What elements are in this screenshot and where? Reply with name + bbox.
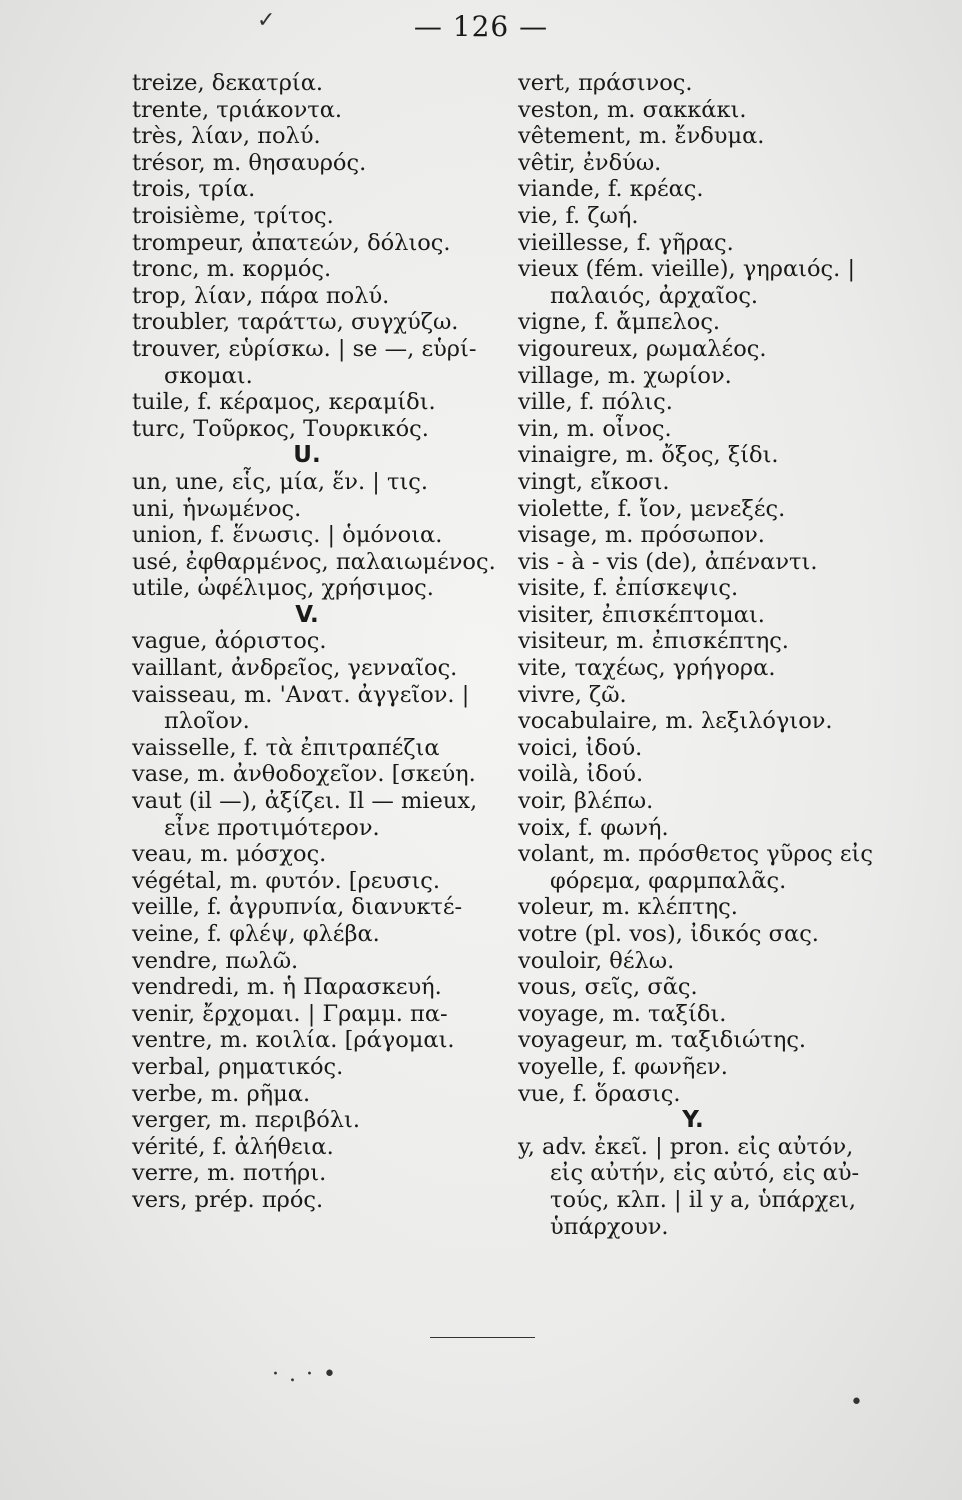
section-letter-heading: Y. (682, 1107, 704, 1134)
dictionary-entry: usé, ἐφθαρμένος, παλαιωμένος. (132, 548, 496, 575)
dictionary-entry: vers, prép. πρός. (132, 1186, 324, 1213)
dictionary-entry: vaisselle, f. τὰ ἐπιτραπέζια (132, 734, 440, 761)
dictionary-entry: vaisseau, m. 'Ανατ. ἀγγεῖον. | (132, 681, 470, 708)
dictionary-entry: voleur, m. κλέπτης. (518, 894, 738, 921)
dictionary-entry: village, m. χωρίον. (518, 362, 732, 389)
dictionary-entry: vieux (fém. vieille), γηραιός. | (518, 256, 856, 283)
dictionary-entry: voyage, m. ταξίδι. (518, 1000, 727, 1027)
dictionary-entry: viande, f. κρέας. (518, 176, 704, 203)
dictionary-entry: verbe, m. ρῆμα. (132, 1080, 311, 1107)
section-letter-heading: V. (295, 601, 319, 628)
dictionary-entry: vérité, f. ἀλήθεια. (132, 1133, 334, 1160)
print-specks: ·.·• (272, 1362, 346, 1387)
end-rule (430, 1337, 535, 1338)
dictionary-entry: union, f. ἕνωσις. | ὁμόνοια. (132, 522, 443, 549)
dictionary-entry: vaillant, ἀνδρεῖος, γενναῖος. (132, 655, 458, 682)
dictionary-entry: vêtement, m. ἔνδυμα. (518, 123, 765, 150)
dictionary-entry: treize, δεκατρία. (132, 70, 324, 96)
dictionary-entry: veau, m. μόσχος. (132, 841, 327, 868)
dictionary-entry: vouloir, θέλω. (518, 947, 675, 974)
dictionary-entry: vêtir, ἐνδύω. (518, 149, 662, 176)
dictionary-entry: vert, πράσινος. (518, 70, 693, 96)
dictionary-entry: troubler, ταράττω, συγχύζω. (132, 309, 459, 336)
dictionary-entry: veille, f. ἀγρυπνία, διανυκτέ- (132, 894, 463, 921)
dictionary-entry: verre, m. ποτήρι. (132, 1160, 327, 1187)
dictionary-entry: vis - à - vis (de), ἀπέναντι. (518, 548, 818, 575)
dictionary-entry: ventre, m. κοιλία. [ράγομαι. (132, 1027, 455, 1054)
dictionary-entry: tuile, f. κέραμος, κεραμίδι. (132, 389, 436, 416)
dictionary-entry: trouver, εὑρίσκω. | se —, εὑρί- (132, 335, 477, 362)
dictionary-entry: très, λίαν, πολύ. (132, 123, 321, 150)
dictionary-entry: violette, f. ἴον, μενεξές. (518, 495, 786, 522)
dictionary-entry: tronc, m. κορμός. (132, 256, 332, 283)
dictionary-entry: voici, ἰδού. (518, 734, 643, 761)
dictionary-entry-continuation: πλοῖον. (164, 708, 250, 735)
dictionary-entry: trente, τριάκοντα. (132, 96, 343, 123)
margin-mark: ✓ (257, 8, 276, 33)
dictionary-entry: trompeur, ἀπατεών, δόλιος. (132, 229, 451, 256)
dictionary-entry: voix, f. φωνή. (518, 814, 669, 841)
dictionary-entry: vigoureux, ρωμαλέος. (518, 335, 767, 362)
dictionary-entry: voyageur, m. ταξιδιώτης. (518, 1027, 807, 1054)
dictionary-entry: trois, τρία. (132, 176, 256, 203)
dictionary-entry: visiteur, m. ἐπισκέπτης. (518, 628, 789, 655)
dictionary-entry: y, adv. ἐκεῖ. | pron. εἰς αὐτόν, (518, 1133, 854, 1160)
dictionary-entry-continuation: φόρεμα, φαρμπαλᾶς. (550, 867, 787, 894)
dictionary-entry: vendre, πωλῶ. (132, 947, 299, 974)
dictionary-entry: votre (pl. vos), ἰδικός σας. (518, 921, 819, 947)
dictionary-entry: vase, m. ἀνθοδοχεῖον. [σκεύη. (132, 761, 476, 788)
section-letter-heading: U. (293, 442, 321, 469)
dictionary-entry: visite, f. ἐπίσκεψις. (518, 575, 739, 602)
dictionary-entry: utile, ὠφέλιμος, χρήσιμος. (132, 575, 434, 602)
dictionary-entry: visage, m. πρόσωπον. (518, 522, 765, 549)
dictionary-entry: vie, f. ζωή. (518, 202, 639, 229)
dictionary-entry: verbal, ρηματικός. (132, 1053, 344, 1080)
dictionary-entry: voilà, ἰδού. (518, 761, 644, 788)
right-column (518, 70, 898, 1240)
dictionary-entry: venir, ἔρχομαι. | Γραμμ. πα- (132, 1000, 448, 1027)
dictionary-entry: vous, σεῖς, σᾶς. (518, 974, 698, 1001)
dictionary-entry: turc, Τοῦρκος, Τουρκικός. (132, 415, 429, 442)
dictionary-entry: uni, ἡνωμένος. (132, 495, 302, 522)
dictionary-entry: vieillesse, f. γῆρας. (518, 229, 734, 256)
dictionary-entry: veston, m. σακκάκι. (518, 96, 747, 123)
dictionary-entry: troisième, τρίτος. (132, 202, 334, 229)
print-speck: • (850, 1390, 863, 1415)
dictionary-entry: verger, m. περιβόλι. (132, 1107, 361, 1134)
dictionary-entry: visiter, ἐπισκέπτομαι. (518, 601, 765, 628)
dictionary-entry-continuation: εἶνε προτιμότερον. (164, 814, 380, 841)
dictionary-entry-continuation: παλαιός, ἀρχαῖος. (550, 282, 759, 309)
dictionary-entry: un, une, εἷς, μία, ἕν. | τις. (132, 468, 429, 495)
dictionary-entry: voir, βλέπω. (518, 788, 654, 815)
dictionary-entry: vigne, f. ἄμπελος. (518, 309, 721, 336)
dictionary-entry: vingt, εἴκοσι. (518, 468, 670, 495)
dictionary-entry: trésor, m. θησαυρός. (132, 149, 367, 176)
dictionary-entry-continuation: εἰς αὐτήν, εἰς αὐτό, εἰς αὐ- (550, 1160, 860, 1187)
left-column (132, 70, 512, 1214)
dictionary-entry: vite, ταχέως, γρήγορα. (518, 655, 776, 682)
dictionary-entry: vocabulaire, m. λεξιλόγιον. (518, 708, 833, 735)
dictionary-entry: vaut (il —), ἀξίζει. Il — mieux, (132, 788, 478, 815)
dictionary-entry: vin, m. οἶνος. (518, 415, 672, 442)
dictionary-entry: vendredi, m. ἡ Παρασκευή. (132, 974, 442, 1001)
dictionary-entry: ville, f. πόλις. (518, 389, 673, 416)
dictionary-entry: vivre, ζῶ. (518, 681, 627, 708)
dictionary-entry: végétal, m. φυτόν. [ρευσις. (132, 867, 441, 894)
dictionary-entry: veine, f. φλέψ, φλέβα. (132, 921, 380, 947)
page-number: — 126 — (413, 10, 549, 43)
dictionary-entry: volant, m. πρόσθετος γῦρος εἰς (518, 841, 873, 868)
dictionary-entry: vague, ἀόριστος. (132, 628, 327, 655)
dictionary-entry: vue, f. ὅρασις. (518, 1080, 681, 1107)
dictionary-entry: vinaigre, m. ὄξος, ξίδι. (518, 442, 779, 469)
dictionary-entry: voyelle, f. φωνῆεν. (518, 1053, 728, 1080)
dictionary-entry-continuation: σκομαι. (164, 362, 253, 389)
dictionary-entry-continuation: ὑπάρχουν. (550, 1213, 669, 1240)
dictionary-entry: trop, λίαν, πάρα πολύ. (132, 282, 390, 309)
dictionary-entry-continuation: τούς, κλπ. | il y a, ὑπάρχει, (550, 1186, 857, 1213)
